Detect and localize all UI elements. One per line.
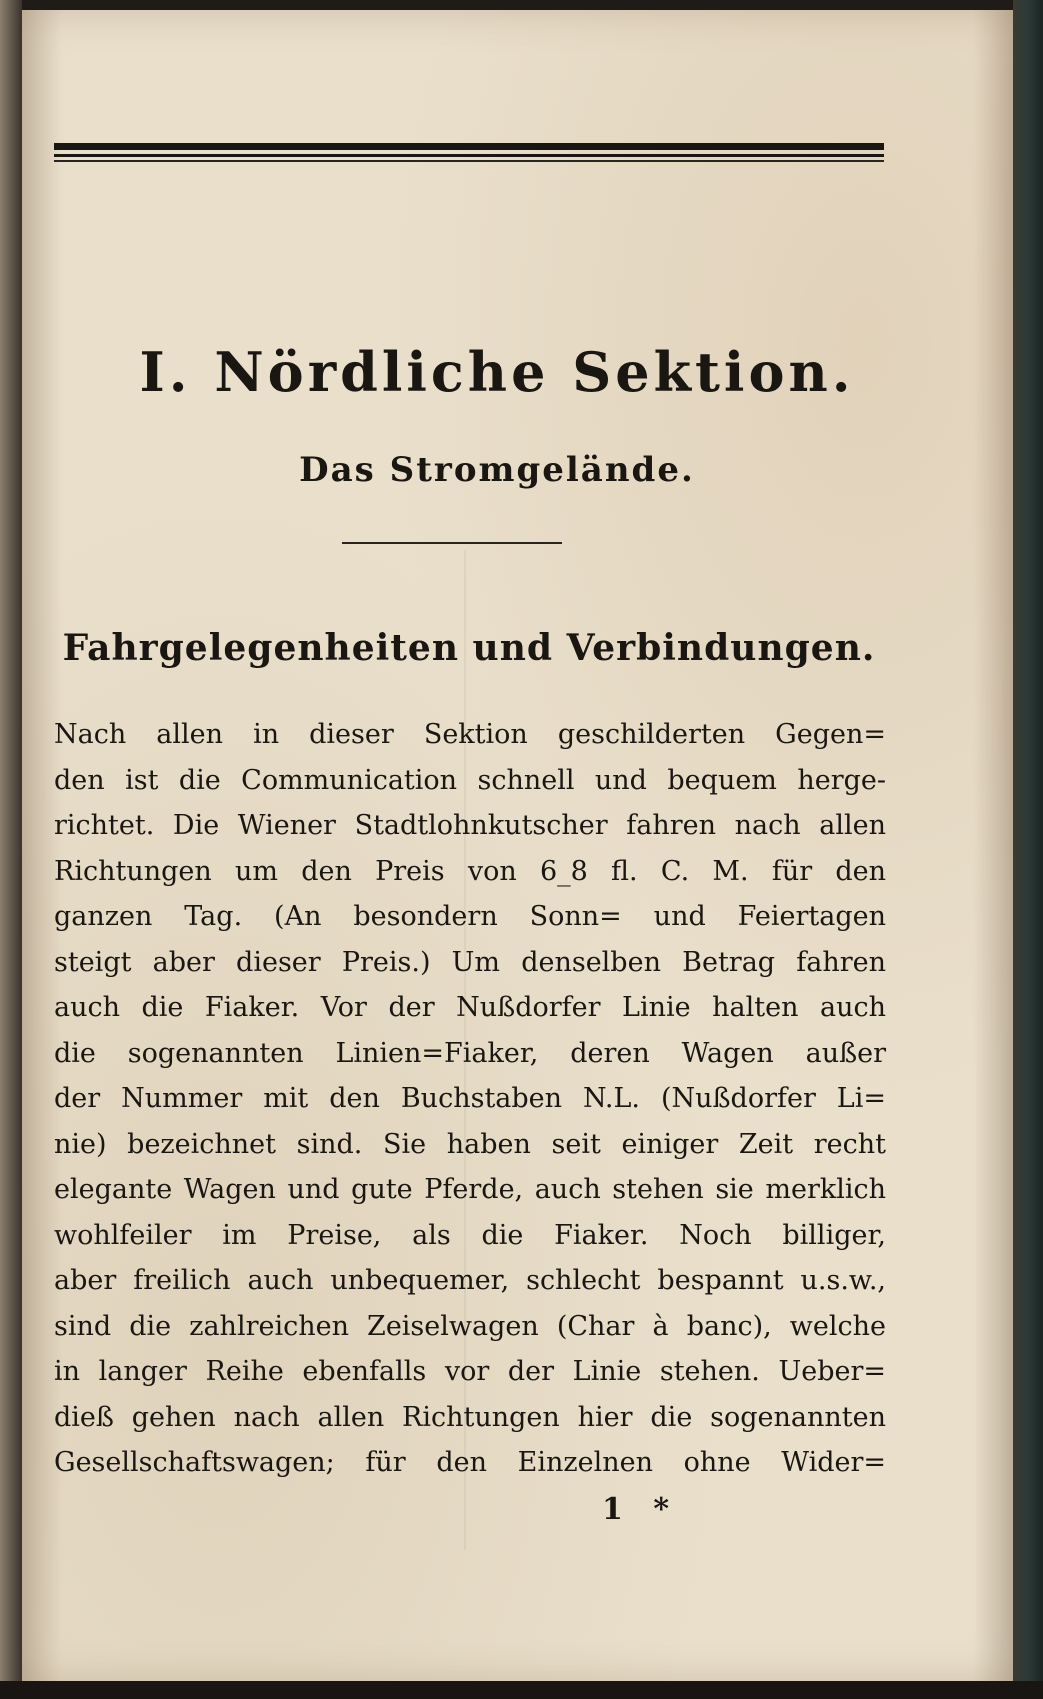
- section-title: I. Nördliche Sektion.: [139, 340, 855, 404]
- signature-mark: 1 *: [602, 1492, 680, 1527]
- body-line: Gesellschaftswagen; für den Einzelnen ohne Wider=: [54, 1447, 886, 1478]
- body-line: auch die Fiaker. Vor der Nußdorfer Linie halten auch: [54, 992, 886, 1023]
- body-line: Nach allen in dieser Sektion geschilderten Gegen=: [54, 719, 886, 750]
- body-line: elegante Wagen und gute Pferde, auch stehen sie merklich: [54, 1174, 886, 1205]
- body-line: nie) bezeichnet sind. Sie haben seit einiger Zeit recht: [54, 1128, 886, 1160]
- header-rule-thin: [54, 154, 884, 157]
- binding-edge: [0, 0, 22, 1699]
- book-cover-edge: [1013, 0, 1043, 1699]
- body-line: der Nummer mit den Buchstaben N.L. (Nußdorfer Li=: [54, 1083, 886, 1114]
- body-line: dieß gehen nach allen Richtungen hier die sogenannten: [54, 1401, 886, 1433]
- body-line: richtet. Die Wiener Stadtlohnkutscher fahren nach allen: [54, 810, 886, 841]
- body-line: steigt aber dieser Preis.) Um denselben Betrag fahren: [54, 946, 886, 978]
- paper-sheet: [22, 10, 1013, 1682]
- body-line: sind die zahlreichen Zeiselwagen (Char à banc), welche: [54, 1310, 886, 1342]
- body-paragraph: [54, 712, 886, 1486]
- section-subtitle: Das Stromgelände.: [299, 450, 695, 490]
- body-line: die sogenannten Linien=Fiaker, deren Wagen außer: [54, 1037, 886, 1069]
- header-rule-thick: [54, 143, 884, 150]
- body-line: ganzen Tag. (An besondern Sonn= und Feiertagen: [54, 901, 886, 932]
- header-rule-hair: [54, 160, 884, 162]
- body-line: Richtungen um den Preis von 6_8 fl. C. M. für den: [54, 855, 886, 887]
- body-line: in langer Reihe ebenfalls vor der Linie stehen. Ueber=: [54, 1356, 886, 1387]
- body-line: wohlfeiler im Preise, als die Fiaker. Noch billiger,: [54, 1219, 886, 1251]
- body-line: den ist die Communication schnell und bequem herge-: [54, 764, 886, 796]
- body-line: aber freilich auch unbequemer, schlecht bespannt u.s.w.,: [54, 1265, 886, 1296]
- divider-rule: [342, 542, 562, 544]
- scan-bottom-edge: [0, 1681, 1043, 1699]
- header-rule: [54, 143, 884, 162]
- chapter-heading: Fahrgelegenheiten und Verbindungen.: [62, 627, 876, 669]
